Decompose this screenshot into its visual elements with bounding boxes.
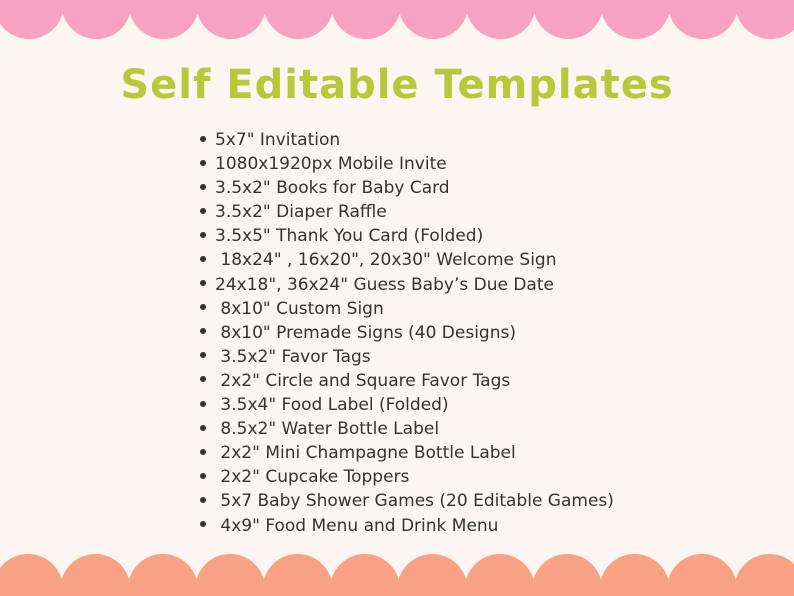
bullet-icon xyxy=(200,184,206,190)
bullet-icon xyxy=(200,521,206,527)
bullet-icon xyxy=(200,160,206,166)
bullet-icon xyxy=(200,304,206,310)
list-item-text: 4x9" Food Menu and Drink Menu xyxy=(215,515,499,536)
top-scallop xyxy=(129,0,199,39)
list-item-text: 3.5x2" Favor Tags xyxy=(215,346,371,367)
top-scallop xyxy=(466,0,536,39)
list-item-text: 1080x1920px Mobile Invite xyxy=(215,154,447,175)
bullet-icon xyxy=(200,256,206,262)
bottom-scallop xyxy=(734,554,794,596)
list-item-text: 2x2" Circle and Square Favor Tags xyxy=(215,370,511,391)
list-item-text: 3.5x2" Diaper Raffle xyxy=(215,202,387,223)
bottom-scallop xyxy=(195,554,265,596)
top-scallop xyxy=(533,0,603,39)
top-scallop xyxy=(398,0,468,39)
top-scallop xyxy=(331,0,401,39)
bottom-scallop xyxy=(465,554,535,596)
bullet-icon xyxy=(200,401,206,407)
page-title: Self Editable Templates xyxy=(120,62,674,108)
bottom-scallop xyxy=(667,554,737,596)
bottom-scallop xyxy=(263,554,333,596)
top-scallop-border xyxy=(0,0,794,44)
bottom-scallop xyxy=(60,554,130,596)
bullet-icon xyxy=(200,232,206,238)
top-scallop xyxy=(0,0,64,39)
bottom-scallop xyxy=(128,554,198,596)
list-item-text: 3.5x4" Food Label (Folded) xyxy=(215,395,449,416)
list-item-text: 8x10" Custom Sign xyxy=(215,298,384,319)
list-item xyxy=(196,417,614,441)
list-item-text: 3.5x5" Thank You Card (Folded) xyxy=(215,226,484,247)
list-item-text: 3.5x2" Books for Baby Card xyxy=(215,178,450,199)
bullet-icon xyxy=(200,425,206,431)
list-item-text: 8x10" Premade Signs (40 Designs) xyxy=(215,322,516,343)
list-item xyxy=(196,248,614,272)
list-item xyxy=(196,369,614,393)
bullet-icon xyxy=(200,473,206,479)
list-item-text: 2x2" Cupcake Toppers xyxy=(215,467,410,488)
bullet-icon xyxy=(200,449,206,455)
list-item xyxy=(196,345,614,369)
list-item xyxy=(196,321,614,345)
bottom-scallop xyxy=(330,554,400,596)
list-item xyxy=(196,200,614,224)
list-item xyxy=(196,224,614,248)
list-item xyxy=(196,393,614,417)
list-item-text: 8.5x2" Water Bottle Label xyxy=(215,419,440,440)
list-item xyxy=(196,297,614,321)
bullet-icon xyxy=(200,328,206,334)
list-item-text: 2x2" Mini Champagne Bottle Label xyxy=(215,443,516,464)
top-scallop xyxy=(196,0,266,39)
bottom-scallop-border xyxy=(0,550,794,596)
list-item xyxy=(196,489,614,513)
bottom-scallop xyxy=(397,554,467,596)
top-scallop xyxy=(61,0,131,39)
list-item-text: 5x7" Invitation xyxy=(215,130,341,150)
list-item-text: 24x18", 36x24" Guess Baby’s Due Date xyxy=(215,274,554,295)
bullet-icon xyxy=(200,497,206,503)
top-scallop xyxy=(668,0,738,39)
list-item xyxy=(196,441,614,465)
list-item-text: 5x7 Baby Shower Games (20 Editable Games) xyxy=(215,491,614,512)
list-item xyxy=(196,176,614,200)
bottom-scallop xyxy=(532,554,602,596)
bullet-icon xyxy=(200,280,206,286)
list-item xyxy=(196,273,614,297)
bottom-scallop xyxy=(600,554,670,596)
list-item xyxy=(196,465,614,489)
top-scallop xyxy=(264,0,334,39)
bullet-icon xyxy=(200,376,206,382)
list-item xyxy=(196,128,614,152)
bullet-icon xyxy=(200,208,206,214)
list-item xyxy=(196,514,614,538)
list-item-text: 18x24" , 16x20", 20x30" Welcome Sign xyxy=(215,250,557,271)
bullet-icon xyxy=(200,352,206,358)
top-scallop xyxy=(601,0,671,39)
bullet-icon xyxy=(200,136,206,142)
list-item xyxy=(196,152,614,176)
top-scallop xyxy=(735,0,794,39)
bottom-scallop xyxy=(0,554,63,596)
template-list xyxy=(196,128,614,538)
